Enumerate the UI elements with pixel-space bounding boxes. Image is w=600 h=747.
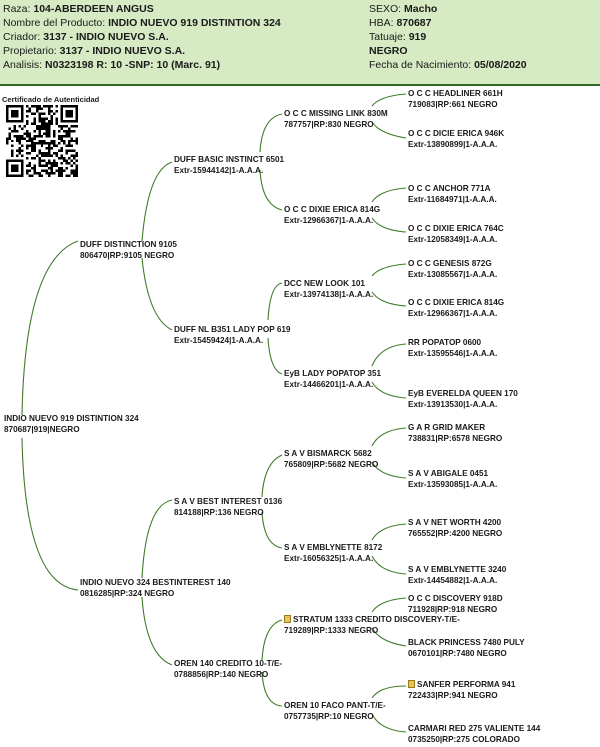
- node-reg: Extr-13085567|1-A.A.A.: [408, 270, 498, 279]
- node-reg: 814188|RP:136 NEGRO: [174, 508, 264, 517]
- connector-sire-sd: [142, 258, 172, 330]
- pedigree-node-g6: [408, 297, 504, 319]
- tatuaje-label: Tatuaje:: [369, 31, 406, 43]
- analisis-value: N0323198 R: 10 -SNP: 10 (Marc. 91): [45, 59, 221, 71]
- node-name: S A V ABIGALE 0451: [408, 469, 489, 478]
- node-name: EyB EVERELDA QUEEN 170: [408, 389, 518, 398]
- pedigree-node-dd: [174, 658, 282, 680]
- pedigree-node-g13: [408, 593, 503, 615]
- node-name: O C C GENESIS 872G: [408, 259, 492, 268]
- connector-dsd-g11: [372, 524, 406, 540]
- propietario-label: Propietario:: [3, 45, 57, 57]
- pedigree-node-g3: [408, 183, 497, 205]
- node-name: S A V EMBLYNETTE 8172: [284, 543, 383, 552]
- node-name: OREN 10 FACO PANT-T/E-: [284, 701, 386, 710]
- connector-sss-g1: [372, 94, 406, 106]
- node-reg: Extr-13593085|1-A.A.A.: [408, 480, 498, 489]
- pedigree-node-ds: [174, 496, 282, 518]
- pedigree-node-g8: [408, 388, 518, 410]
- connector-dss-g9: [372, 428, 406, 446]
- propietario-value: 3137 - INDIO NUEVO S.A.: [59, 45, 186, 57]
- node-name: G A R GRID MAKER: [408, 423, 486, 432]
- node-name-text: SANFER PERFORMA 941: [417, 680, 516, 689]
- node-reg: 711928|RP:918 NEGRO: [408, 605, 498, 614]
- node-name: INDIO NUEVO 324 BESTINTEREST 140: [80, 578, 231, 587]
- raza-value: 104-ABERDEEN ANGUS: [33, 3, 154, 15]
- pedigree-node-g5: [408, 258, 497, 280]
- node-name: S A V BEST INTEREST 0136: [174, 497, 283, 506]
- pedigree-node-g14: [408, 637, 525, 659]
- connector-sire-ss: [142, 162, 172, 241]
- node-reg: 719083|RP:661 NEGRO: [408, 100, 498, 109]
- node-name: S A V NET WORTH 4200: [408, 518, 502, 527]
- node-reg: 0816285|RP:324 NEGRO: [80, 589, 175, 598]
- node-name: OREN 140 CREDITO 10-T/E-: [174, 659, 283, 668]
- node-reg: Extr-13595546|1-A.A.A.: [408, 349, 498, 358]
- sexo-label: SEXO:: [369, 3, 402, 15]
- pedigree-node-g15: [408, 679, 515, 701]
- pedigree-node-sds: [284, 278, 373, 300]
- node-name: O C C DICIE ERICA 946K: [408, 129, 505, 138]
- node-reg: 719289|RP:1333 NEGRO: [284, 626, 379, 635]
- node-name: O C C DIXIE ERICA 814G: [408, 298, 505, 307]
- fecha-value: 05/08/2020: [474, 59, 527, 71]
- node-name: BLACK PRINCESS 7480 PULY: [408, 638, 525, 647]
- pedigree-node-dam: [80, 577, 231, 599]
- node-name: [408, 679, 515, 690]
- node-reg: 806470|RP:9105 NEGRO: [80, 251, 175, 260]
- connector-root-dam: [22, 438, 78, 590]
- node-name: O C C DIXIE ERICA 764C: [408, 224, 504, 233]
- node-reg: Extr-16056325|1-A.A.A.: [284, 554, 374, 563]
- criador-value: 3137 - INDIO NUEVO S.A.: [43, 31, 169, 43]
- pedigree-node-g10: [408, 468, 497, 490]
- connector-ds-dss: [262, 455, 282, 497]
- node-reg: Extr-12966367|1-A.A.A.: [284, 216, 374, 225]
- pedigree-node-g1: [408, 88, 503, 110]
- pedigree-node-g4: [408, 223, 504, 245]
- connector-ss-ssd: [260, 170, 282, 210]
- pedigree-node-sd: [174, 324, 290, 346]
- node-name: O C C DIXIE ERICA 814G: [284, 205, 381, 214]
- pedigree-node-sss: [284, 108, 388, 130]
- node-reg: Extr-15944142|1-A.A.A.: [174, 166, 264, 175]
- node-reg: Extr-14466201|1-A.A.A.: [284, 380, 374, 389]
- node-name: DUFF NL B351 LADY POP 619: [174, 325, 291, 334]
- connector-dam-dd: [142, 597, 172, 665]
- certificate-label: Certificado de Autenticidad: [2, 95, 100, 104]
- pedigree-node-ddd: [284, 700, 386, 722]
- node-name: O C C HEADLINER 661H: [408, 89, 503, 98]
- node-reg: 787757|RP:830 NEGRO: [284, 120, 374, 129]
- node-reg: Extr-13913530|1-A.A.A.: [408, 400, 498, 409]
- fecha-label: Fecha de Nacimiento:: [369, 59, 472, 71]
- node-reg: Extr-13890899|1-A.A.A.: [408, 140, 498, 149]
- node-reg: 0757735|RP:10 NEGRO: [284, 712, 374, 721]
- node-name: O C C ANCHOR 771A: [408, 184, 491, 193]
- node-name: CARMARI RED 275 VALIENTE 144: [408, 724, 541, 733]
- pedigree-node-g9: [408, 422, 502, 444]
- connector-sdd-g7: [372, 344, 406, 366]
- sexo-value: Macho: [404, 3, 438, 15]
- node-reg: Extr-15459424|1-A.A.A.: [174, 336, 264, 345]
- connector-dam-ds: [142, 500, 172, 578]
- connector-sd-sds: [268, 283, 282, 320]
- node-name: O C C MISSING LINK 830M: [284, 109, 388, 118]
- criador-label: Criador:: [3, 31, 41, 43]
- producto-value: INDIO NUEVO 919 DISTINTION 324: [108, 17, 281, 29]
- hba-value: 870687: [396, 17, 432, 29]
- connector-root-sire: [22, 241, 78, 415]
- node-name: RR POPATOP 0600: [408, 338, 482, 347]
- connector-dds-g13: [372, 598, 406, 612]
- connector-dd-dds: [262, 620, 282, 660]
- connector-ddd-g15: [372, 686, 406, 698]
- producto-label: Nombre del Producto:: [3, 17, 106, 29]
- node-reg: 0670101|RP:7480 NEGRO: [408, 649, 507, 658]
- pedigree-node-g11: [408, 517, 502, 539]
- pedigree-node-g16: [408, 723, 540, 745]
- connector-ss-sss: [260, 114, 282, 152]
- node-reg: 0735250|RP:275 COLORADO: [408, 735, 520, 744]
- node-reg: 765809|RP:5682 NEGRO: [284, 460, 379, 469]
- connector-sds-g5: [372, 264, 406, 276]
- node-name: S A V EMBLYNETTE 3240: [408, 565, 507, 574]
- pedigree-node-root: [4, 413, 139, 435]
- pedigree-node-sdd: [284, 368, 381, 390]
- award-badge-icon: [408, 680, 415, 688]
- node-reg: 0788856|RP:140 NEGRO: [174, 670, 269, 679]
- color-value: NEGRO: [369, 45, 408, 57]
- pedigree-node-g2: [408, 128, 504, 150]
- pedigree-node-ssd: [284, 204, 380, 226]
- node-reg: Extr-13974138|1-A.A.A.: [284, 290, 374, 299]
- node-name-text: STRATUM 1333 CREDITO DISCOVERY-T/E-: [293, 615, 460, 624]
- node-name: DCC NEW LOOK 101: [284, 279, 365, 288]
- node-reg: 870687|919|NEGRO: [4, 425, 80, 434]
- node-name: EyB LADY POPATOP 351: [284, 369, 382, 378]
- pedigree-node-dds: [284, 614, 460, 636]
- pedigree-node-sire: [80, 239, 177, 261]
- node-name: DUFF BASIC INSTINCT 6501: [174, 155, 285, 164]
- node-reg: Extr-14454882|1-A.A.A.: [408, 576, 498, 585]
- raza-label: Raza:: [3, 3, 31, 15]
- pedigree-node-g12: [408, 564, 506, 586]
- node-name: [284, 614, 460, 625]
- pedigree-node-g7: [408, 337, 497, 359]
- node-name: S A V BISMARCK 5682: [284, 449, 372, 458]
- hba-label: HBA:: [369, 17, 394, 29]
- award-badge-icon: [284, 615, 291, 623]
- node-reg: 722433|RP:941 NEGRO: [408, 691, 498, 700]
- node-reg: Extr-11684971|1-A.A.A.: [408, 195, 497, 204]
- node-name: DUFF DISTINCTION 9105: [80, 240, 177, 249]
- node-reg: Extr-12058349|1-A.A.A.: [408, 235, 498, 244]
- connector-sds-g6: [372, 292, 406, 306]
- connector-ssd-g3: [372, 188, 406, 202]
- pedigree-node-dss: [284, 448, 378, 470]
- node-reg: Extr-12966367|1-A.A.A.: [408, 309, 498, 318]
- analisis-label: Analisis:: [3, 59, 43, 71]
- pedigree-node-ss: [174, 154, 284, 176]
- pedigree-node-dsd: [284, 542, 382, 564]
- tatuaje-value: 919: [408, 31, 427, 43]
- node-name: INDIO NUEVO 919 DISTINTION 324: [4, 414, 139, 423]
- node-reg: 738831|RP:6578 NEGRO: [408, 434, 503, 443]
- node-reg: 765552|RP:4200 NEGRO: [408, 529, 503, 538]
- node-name: O C C DISCOVERY 918D: [408, 594, 503, 603]
